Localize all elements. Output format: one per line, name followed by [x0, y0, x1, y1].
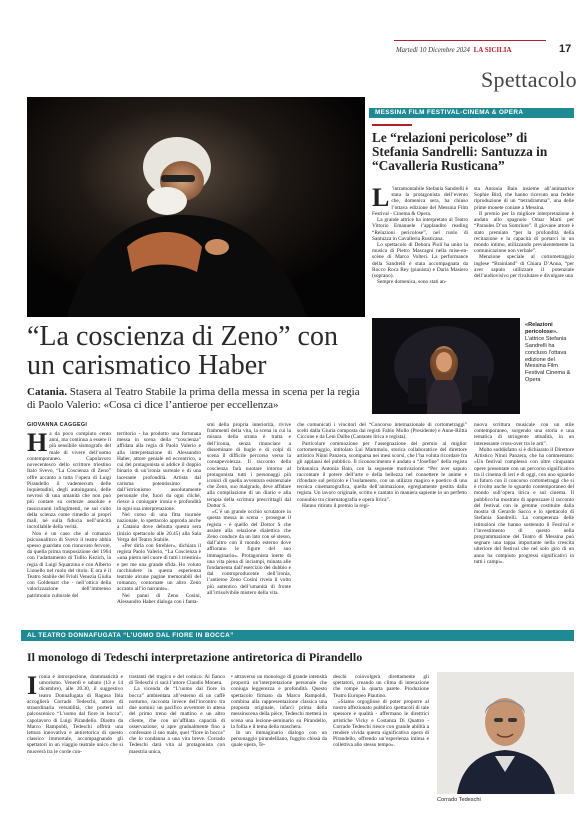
tedeschi-photo: [437, 672, 574, 794]
zeno-paragraph: «Per dirla con Strehler», dichiara il regista Paolo Valerio, “La Coscienza è «una pietra nel cuore di tutti i triestini» e per me una grande sfida. Ho voluto racchiudere in questa esperienza teatrale alcune pagine memorabili del romanzo, contornate un altro Zeno accanto all’io narrante».: [117, 542, 201, 593]
festival-paragraph: Lo spettacolo di Debora Pioli ha unito la musica di Pietro Mascagni nella mise-en-scène di Marco Volteri. La performance della Sandrelli è stata accompagnata da Rocco Roca Rey (pianista) e Daria Masiero (soprano).: [372, 241, 468, 280]
sandrelli-caption-text: L’attrice Stefania Sandrelli ha concluso l’ottava edizione del Messina Film Festival Cinema & Opera: [525, 335, 571, 384]
tedeschi-column-2: [129, 674, 225, 804]
tedeschi-paragraph: • attraverso un monologo di grande intensità proporrà un’interpretazione personale che coniuga leggerezza e profondità. Questo spettacolo firmato da Marco Rampoldi, combina alla rappresentazione classica una proposta originale, infarcì prima della messinscena della pièce, Tedeschi metterà in scena una lezione-seminario su Pirandello, la follia e il tema della maschera.: [231, 674, 327, 730]
tedeschi-paragraph: deschi coinvolgerà direttamente gli spettatori, creando un clima di interazione che rompe la quarta parete. Produzione Teatro Europeo Plautino.: [333, 674, 429, 699]
tedeschi-column-1: [27, 674, 123, 804]
zeno-paragraph: Non è un caso che al romanzo psicoanalitico di Svevo il teatro abbia spesso guardato con rinnovato fervore, da quella prima trasposizione del 1964 con l’adattamento di Tullio Kezich, la regia di Luigi Squarzina e con Alberto Lionello nel ruolo del titolo. E ora è il Teatro Stabile del Friuli Venezia Giulia con Goldenart che - nell’ottica della valorizzazione dell’immenso patrimonio culturale del: [27, 530, 111, 599]
tedeschi-paragraph: La vicenda de “L’uomo dal fiore in bocca” ambientata all’esterno di un caffè notturno, racconta invece dell’incontro tra due uomini: un pacifico avventore in attesa del primo treno del mattino e un altro cliente, che con un’affilata capacità di osservazione, si apre gradualmente fino a confessare il suo male, quel “fiore in bocca” che lo condanna a una vita breve. Corrado Tedeschi darà vita al protagonista con maestria unica,: [129, 686, 225, 755]
tedeschi-headline: Il monologo di Tedeschi interpretazione antiretorica di Pirandello: [27, 650, 363, 664]
festival-column-3: [474, 186, 574, 312]
zeno-kicker: [27, 386, 367, 412]
festival-band: MESSINA FILM FESTIVAL-CINEMA & OPERA: [369, 108, 574, 118]
festival-paragraph: nuova scrittura musicale con un stile contemporaneo, sorgendo una storia e una tematica di stringente attualità, in un interessante cross-over tra le arti”.: [474, 422, 574, 447]
tedeschi-paragraph: In un immaginario dialogo con un personaggio pirandelliano, fuggito chissà da quale opera, Te-: [231, 729, 327, 749]
sandrelli-caption-title: «Relazioni pericolose».: [525, 322, 558, 335]
festival-paragraph: Il premio per la migliore interpretazione è andato allo spagnolo Omar Marti per “Paraules D’un Somriure”. Il giovane attore è stato premiato “per la profondità della recitazione e la capacità di portarci in un mondo intimo, utilizzando prevalentemente la comunicazione non verbale”.: [474, 210, 574, 255]
zeno-kicker-location: Catania.: [27, 386, 68, 398]
tedeschi-column-3: [231, 674, 327, 804]
festival-paragraph: che comunicati i vincitori del “Concorso internazionale di cortometraggi” scelti dalla Giuria composta dai registi Fabio Mollo (Presidente) e Anne-Riitta Ciccone e da Leni Dalbe (Cantante lirica e regista).: [297, 422, 467, 441]
sandrelli-photo: [372, 318, 520, 414]
festival-dropcap: L: [372, 186, 390, 212]
haber-photo-image: [27, 97, 365, 317]
festival-title-rule: [372, 124, 412, 126]
zeno-paragraph: a da poco compiuto cento anni, ma continua a essere il più sensibile sismografo del male di vivere dell’uomo contemporaneo. Capolavoro novecentesco dello scrittore triestino Italo Svevo, “La Coscienza di Zeno” offre accanto a tutta l’opera di Luigi Pirandello il vademecum delle inquietudini, degli autoinganni, delle nevrosi di una umanità che non può più contare su certezze assolute e rassicuranti infingimenti, ne sul culto della scienza come rimedio ai propri mali, né sulla fiducia nell’unicità incrollabile della verità.: [27, 431, 111, 531]
section-title: Spettacolo: [481, 67, 577, 92]
tedeschi-column-4: [333, 674, 429, 804]
zeno-column-3: [207, 422, 291, 617]
page-header: [0, 0, 580, 60]
tedeschi-photo-image: [437, 672, 574, 794]
sandrelli-caption: [525, 322, 575, 384]
festival-paragraph: Particolare commozione per l’assegnazione del premio al miglior cortometraggio, intitolato Lui Mammolo, storica collaboratrice del direttore artistico Ninni Panzera, scomparsa nei mesi scorsi, che l’ha voluta ricordare fra gli applausi del pubblico. Il riconoscimento è andato a “Josefine” della regista britannica Antonia Bain, con la seguente motivazione: “Per aver saputo raccontare il potere dell’arte e della bellezza nel connettere le anime e rifondare sul pericolo e l’isolamento, con un utilizzo magico e poetico di una tecnica cinematografica, quella dell’animazione, egregiamente gestita dalla regista. Un lavoro originale, scritto e cantato in maniera sapiente in un perfetto connubio tra cinematografia e opera lirica”.: [297, 440, 467, 503]
zeno-paragraph: Nei panni di Zeno Cosini, Alessandro Haber dialoga con i fanta-: [117, 592, 201, 605]
festival-paragraph: La grande attrice ha interpretato al Teatro Vittorio Emanuele l’applaudito reading “Relazioni pericolose”, nel ruolo di Santuzza in Cavalleria Rusticana.: [372, 217, 468, 242]
festival-column-1: [372, 186, 468, 312]
zeno-column-2: [117, 431, 201, 617]
festival-paragraph: Hanno ritirato il premio la regi-: [302, 502, 370, 509]
tedeschi-dropcap: I: [27, 674, 38, 700]
zeno-kicker-text: Stasera al Teatro Stabile la prima della messa in scena per la regia di Paolo Valerio: «Cosa ci dice l’antieroe per eccellenza»: [27, 386, 360, 411]
tedeschi-paragraph: trastanti del tragico e del comico. Al fianco di Tedeschi ci sarà l’attore Claudio Moneta.: [129, 674, 225, 687]
sandrelli-photo-image: [372, 318, 520, 414]
tedeschi-band: AL TEATRO DONNAFUGATA “L’UOMO DAL FIORE IN BOCCA”: [21, 630, 574, 641]
zeno-paragraph: Nel corso di una fitta tournée nazionale, lo spettacolo approda anche a Catania dove debutta questa sera (inizio spettacolo alle 20.45) alla Sala Verga del Teatro Stabile.: [117, 511, 201, 543]
zeno-column-1: [27, 431, 111, 617]
header-date: Martedì 10 Dicembre 2024: [396, 47, 470, 54]
zeno-byline: GIOVANNA CAGGEGI: [27, 422, 88, 428]
header-rule: [394, 40, 546, 41]
festival-paragraph: ’intramontabile Stefania Sandrelli è stata la protagonista dell’evento che, domenica sera, ha chiuso l’ottava edizione del Messina Film Festival - Cinema & Opera.: [372, 186, 468, 217]
tedeschi-paragraph: «Siamo orgogliose di poter proporre al nostro affezionato pubblico spettacoli di tale spessore e qualità - affermano le direttrici artistiche Vicky e Costanza Di Quattro - Corrado Tedeschi riesce con grande abilità a rendere vivida questa significativa opera di Pirandello, offrendo un’esperienza intima e collettiva allo stesso tempo».: [333, 698, 429, 749]
newspaper-name: LA SICILIA: [473, 46, 512, 54]
festival-paragraph: Molto soddisfatto si è dichiarato il Direttore Artistico Ninni Panzera, che ha commentato: «Un festival complesso con oltre cinquanta opere presentate con un percorso significativo tra il cinema di ieri e di oggi, con uno sguardo al futuro con il concorso cortometraggi che si è rivolto anche lo sguardo contemporaneo del mondo sull’opera lirica e sul cinema. Il pubblico ha mostrato di apprezzare il racconto del festival con le gemme costituite dalla mostra di Gerardo Sacco e lo spettacolo di Stefania Sandrelli. La competenza delle istituzioni che hanno sostenuto il Festival e l’investimento di questo nella programmazione del Teatro di Messina può segnare una tappa importante nella crescita ulteriore del festival che nel solo giro di un anno ha compiuto progressi significativi in tutti i campi».: [474, 446, 574, 565]
zeno-dropcap: H: [27, 431, 48, 457]
festival-paragraph: Sempre domenica, sono stati an-: [377, 279, 447, 286]
tedeschi-paragraph: ronia e introspezione, drammaticità e umorismo. Venerdì e sabato (13 e 14 dicembre), alle 20.30, il suggestivo teatro Donnafugata di Ragusa Ibla accoglierà Corrado Tedeschi, attore di straordinaria versatilità, che porterà sul palcoscenico “L’uomo dal fiore in bocca”, capolavoro di Luigi Pirandello. Diretto da Marco Rampoldi, Tedeschi offrirà una lettura innovativa e antiretorica di questo classico immortale, accompagnando gli spettatori in un viaggio teatrale unico che si muoverà tra le corde con-: [27, 674, 123, 755]
festival-column-4: [474, 422, 574, 617]
festival-headline: Le “relazioni pericolose” di Stefania Sandrelli: Santuzza in “Cavalleria Rusticana”: [372, 130, 548, 173]
page-number: 17: [559, 43, 572, 55]
zeno-paragraph: smi della propria interiorità, rivive frammenti della vita, la scena in cui la misura della strana è tratta e dell’ironia, senza rinunciare a disseminare di bugie e di colpi di scena il difficile percorso verso la consapevolezza. Il racconto della coscienza farà nuotare intorno al protagonista tutti i personaggi più iconici di quella avventura esistenziale che Zeno, suo malgrado, deve affidare alla compilazione di un diario e alla terapia della scrittura prescrittagli dal Dottor S.: [207, 422, 291, 509]
header-dateline: [396, 46, 512, 54]
festival-column-2: [297, 422, 467, 617]
zeno-headline: “La coscienza di Zeno” con un carismatico Haber: [27, 321, 338, 381]
zeno-paragraph: «C’è un grande occhio scrutatore in questa messa in scena - prosegue il regista - è quello del Dottor S che assiste alla relazione dialettica che Zeno conduce da un lato con sé stesso, dall’altro con il mondo esterno dove affiorano le figure del suo immaginario». Protagonista inerte di una vita piena di inciampi, minata alle fondamenta dall’esercizio del dubbio e dal controproducente dell’ironia, l’antieroe Zeno Cosini rivela il volto più autentico dell’umanità di fronte all’irrisolvibile mistero della vita.: [207, 509, 291, 596]
festival-paragraph: sta Antonia Bain insieme all’animatrice Sophie Bird, che hanno ricevuto una fedele riproduzione di un “tetradramma”, una delle prime monete coniate a Messina.: [474, 186, 574, 211]
zeno-paragraph: territorio - ha prodotto una fortunata messa in scena della “coscienza” affidata alla regia di Paolo Valerio e alla interpretazione di Alessandro Haber, attore geniale ed eccentrico, a cui del protagonista si addice il doppio binario di un’ironia surreale e di una lacerante profondità. Artista dal carisma potentissimo e dall’istrionismo assolutamente personale che, fuori da ogni cliché, riesce a coniugare ironia e profondità in ogni sua interpretazione.: [117, 431, 201, 512]
tedeschi-caption: Corrado Tedeschi: [437, 797, 481, 803]
haber-photo: [27, 97, 365, 317]
festival-paragraph: Menzione speciale al cortometraggio inglese “Brainland” di Chiara D’Anna, “per aver saputo utilizzare il potenziale dell’audiovisivo per rivalutare e divulgare una: [474, 254, 574, 280]
